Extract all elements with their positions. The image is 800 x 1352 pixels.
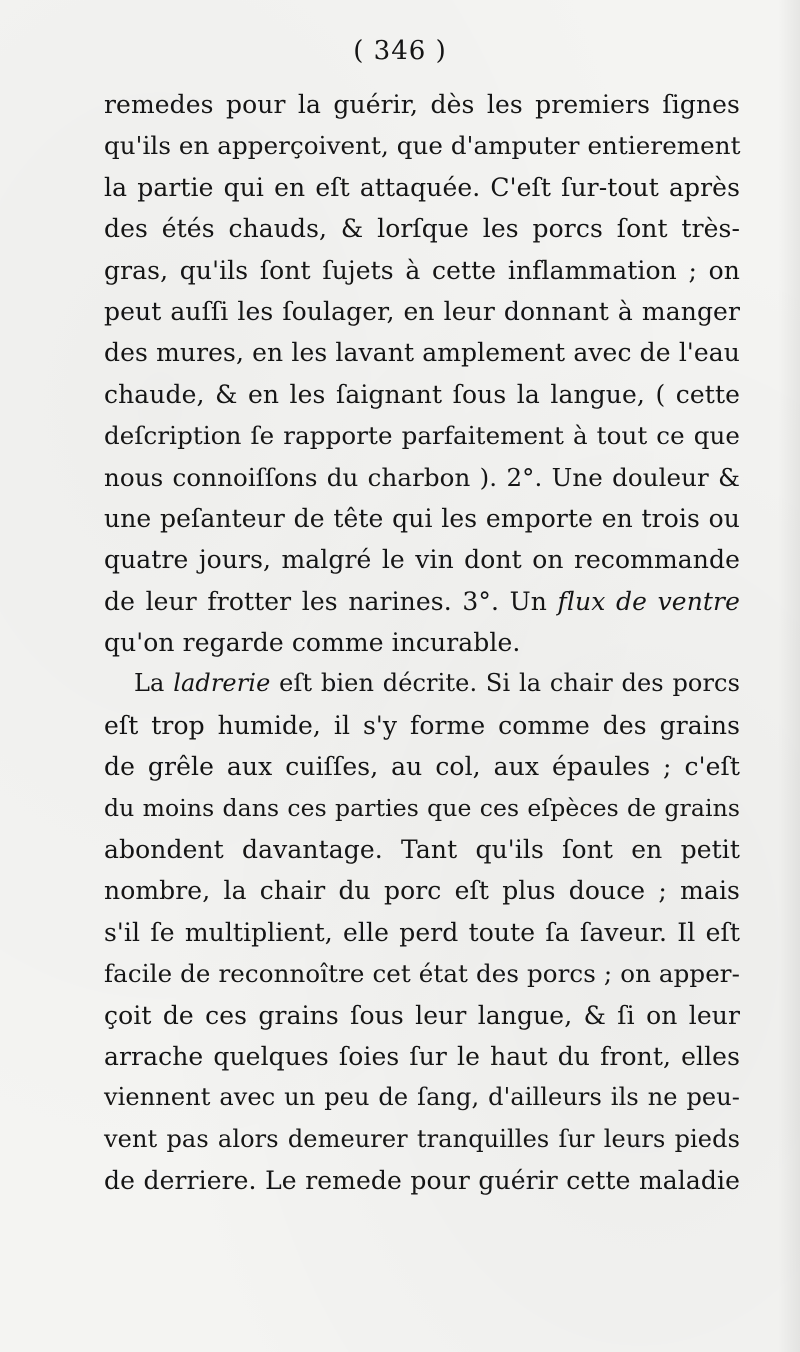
text-line: nous connoiſſons du charbon ). 2°. Une douleur & — [104, 462, 740, 492]
italic-phrase: ladrerie — [173, 669, 271, 698]
page-edge-shadow — [778, 0, 800, 1352]
text-line: eſt trop humide, il s'y forme comme des grains — [104, 710, 740, 740]
text-line: remedes pour la guérir, dès les premiers ſignes — [104, 90, 740, 119]
paragraph-end-line: qu'on regarde comme incurable. — [104, 628, 521, 658]
text-line: de grêle aux cuiſſes, au col, aux épaules ; c'eſt — [104, 752, 740, 782]
text-line: des mures, en les lavant amplement avec de l'eau — [104, 338, 740, 368]
text-line: arrache quelques ſoies ſur le haut du front, elles — [104, 1041, 740, 1071]
text-line: chaude, & en les ſaignant ſous la langue, ( cette — [104, 379, 740, 409]
body-text — [104, 84, 740, 1202]
text-line: peut auſſi les ſoulager, en leur donnant à manger — [104, 296, 740, 326]
text-segment: de leur frotter les narines. 3°. Un — [104, 586, 558, 616]
text-line: des étés chauds, & lorſque les porcs ſont très- — [104, 214, 740, 244]
text-line: vent pas alors demeurer tranquilles ſur leurs pieds — [104, 1124, 740, 1153]
text-line — [104, 581, 740, 622]
italic-phrase: flux de ventre — [557, 586, 740, 616]
text-line: du moins dans ces parties que ces eſpèces de grains — [104, 793, 740, 822]
text-segment: La — [134, 669, 174, 698]
text-line: nombre, la chair du porc eſt plus douce ; mais — [104, 876, 740, 906]
text-line: viennent avec un peu de ſang, d'ailleurs ils ne peu- — [104, 1083, 740, 1112]
text-line: quatre jours, malgré le vin dont on recommande — [104, 545, 740, 575]
text-line: de derriere. Le remede pour guérir cette maladie — [104, 1166, 740, 1196]
text-line: gras, qu'ils ſont ſujets à cette inflammation ; on — [104, 255, 740, 285]
text-line: abondent davantage. Tant qu'ils ſont en petit — [104, 835, 740, 865]
paragraph-start-line — [104, 663, 740, 704]
text-segment: eſt bien décrite. Si la chair des porcs — [270, 669, 740, 698]
page-number: ( 346 ) — [353, 36, 447, 66]
text-line: çoit de ces grains ſous leur langue, & ſi on leur — [104, 1000, 740, 1030]
text-line: qu'ils en apperçoivent, que d'amputer entierement — [104, 131, 741, 161]
text-line: deſcription ſe rapporte parfaitement à tout ce que — [104, 421, 740, 451]
text-line: une peſanteur de tête qui les emporte en trois ou — [104, 503, 740, 533]
text-line: s'il ſe multiplient, elle perd toute ſa ſaveur. Il eſt — [104, 917, 740, 947]
text-line: facile de reconnoître cet état des porcs ; on apper- — [104, 959, 740, 989]
text-line: la partie qui en eſt attaquée. C'eſt ſur-tout après — [104, 172, 740, 202]
